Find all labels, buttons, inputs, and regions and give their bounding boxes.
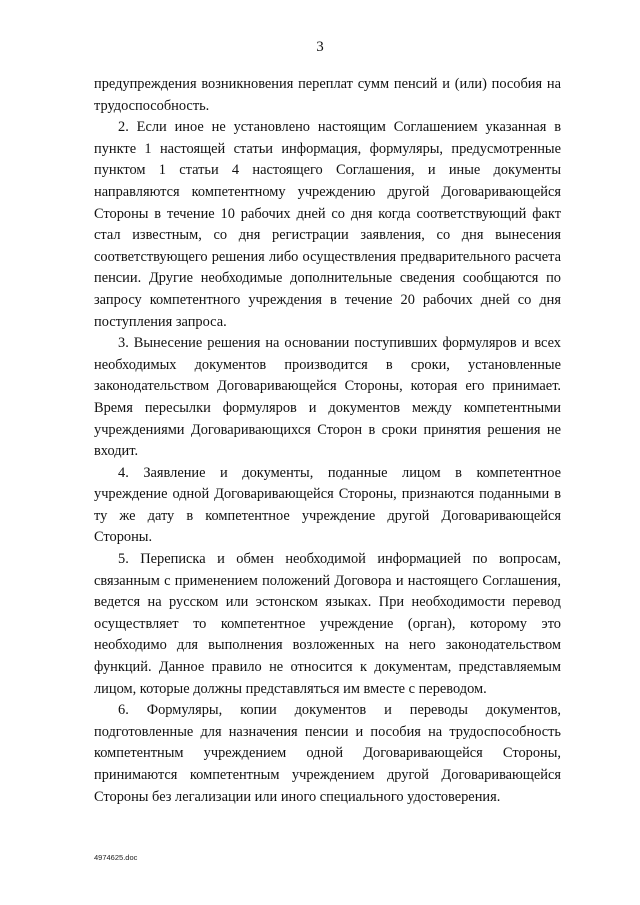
- document-body: [94, 74, 561, 808]
- document-file-code: 4974625.doc: [94, 853, 138, 862]
- paragraph-item-6: 6. Формуляры, копии документов и переводы документов, подготовленные для назначения пенсии и пособия на трудоспособность компетентным учреждением одной Договаривающейся Стороны, принимаются компетентным учреждением другой Договаривающейся Стороны без легализации или иного специального удостоверения.: [94, 702, 561, 805]
- paragraph-item-2: 2. Если иное не установлено настоящим Соглашением указанная в пункте 1 настоящей статьи информация, формуляры, предусмотренные пунктом 1 статьи 4 настоящего Соглашения, и иные документы направляются компетентному учреждению другой Договаривающейся Стороны в течение 10 рабочих дней со дня когда соответствующий факт стал известным, со дня регистрации заявления, со дня вынесения соответствующего решения либо осуществления предварительного расчета пенсии. Другие необходимые дополнительные сведения сообщаются по запросу компетентного учреждения в течение 20 рабочих дней со дня поступления запроса.: [94, 119, 561, 330]
- paragraph-item-5: 5. Переписка и обмен необходимой информацией по вопросам, связанным с применением положений Договора и настоящего Соглашения, ведется на русском или эстонском языках. При необходимости перевод осуществляет то компетентное учреждение (орган), которому это необходимо для выполнения возложенных на него законодательством функций. Данное правило не относится к документам, представляемым лицом, которые должны представляться им вместе с переводом.: [94, 551, 561, 697]
- page-number: 3: [316, 39, 324, 55]
- paragraph-item-3: 3. Вынесение решения на основании поступивших формуляров и всех необходимых документов производится в сроки, установленные законодательством Договаривающейся Стороны, которая его принимает. Время пересылки формуляров и документов между компетентными учреждениями Договаривающихся Сторон в сроки принятия решения не входит.: [94, 335, 561, 460]
- paragraph-item-4: 4. Заявление и документы, поданные лицом в компетентное учреждение одной Договаривающейся Стороны, признаются поданными в ту же дату в компетентное учреждение другой Договаривающейся Стороны.: [94, 464, 561, 546]
- paragraph-continuation: предупреждения возникновения переплат сумм пенсий и (или) пособия на трудоспособность.: [94, 76, 561, 114]
